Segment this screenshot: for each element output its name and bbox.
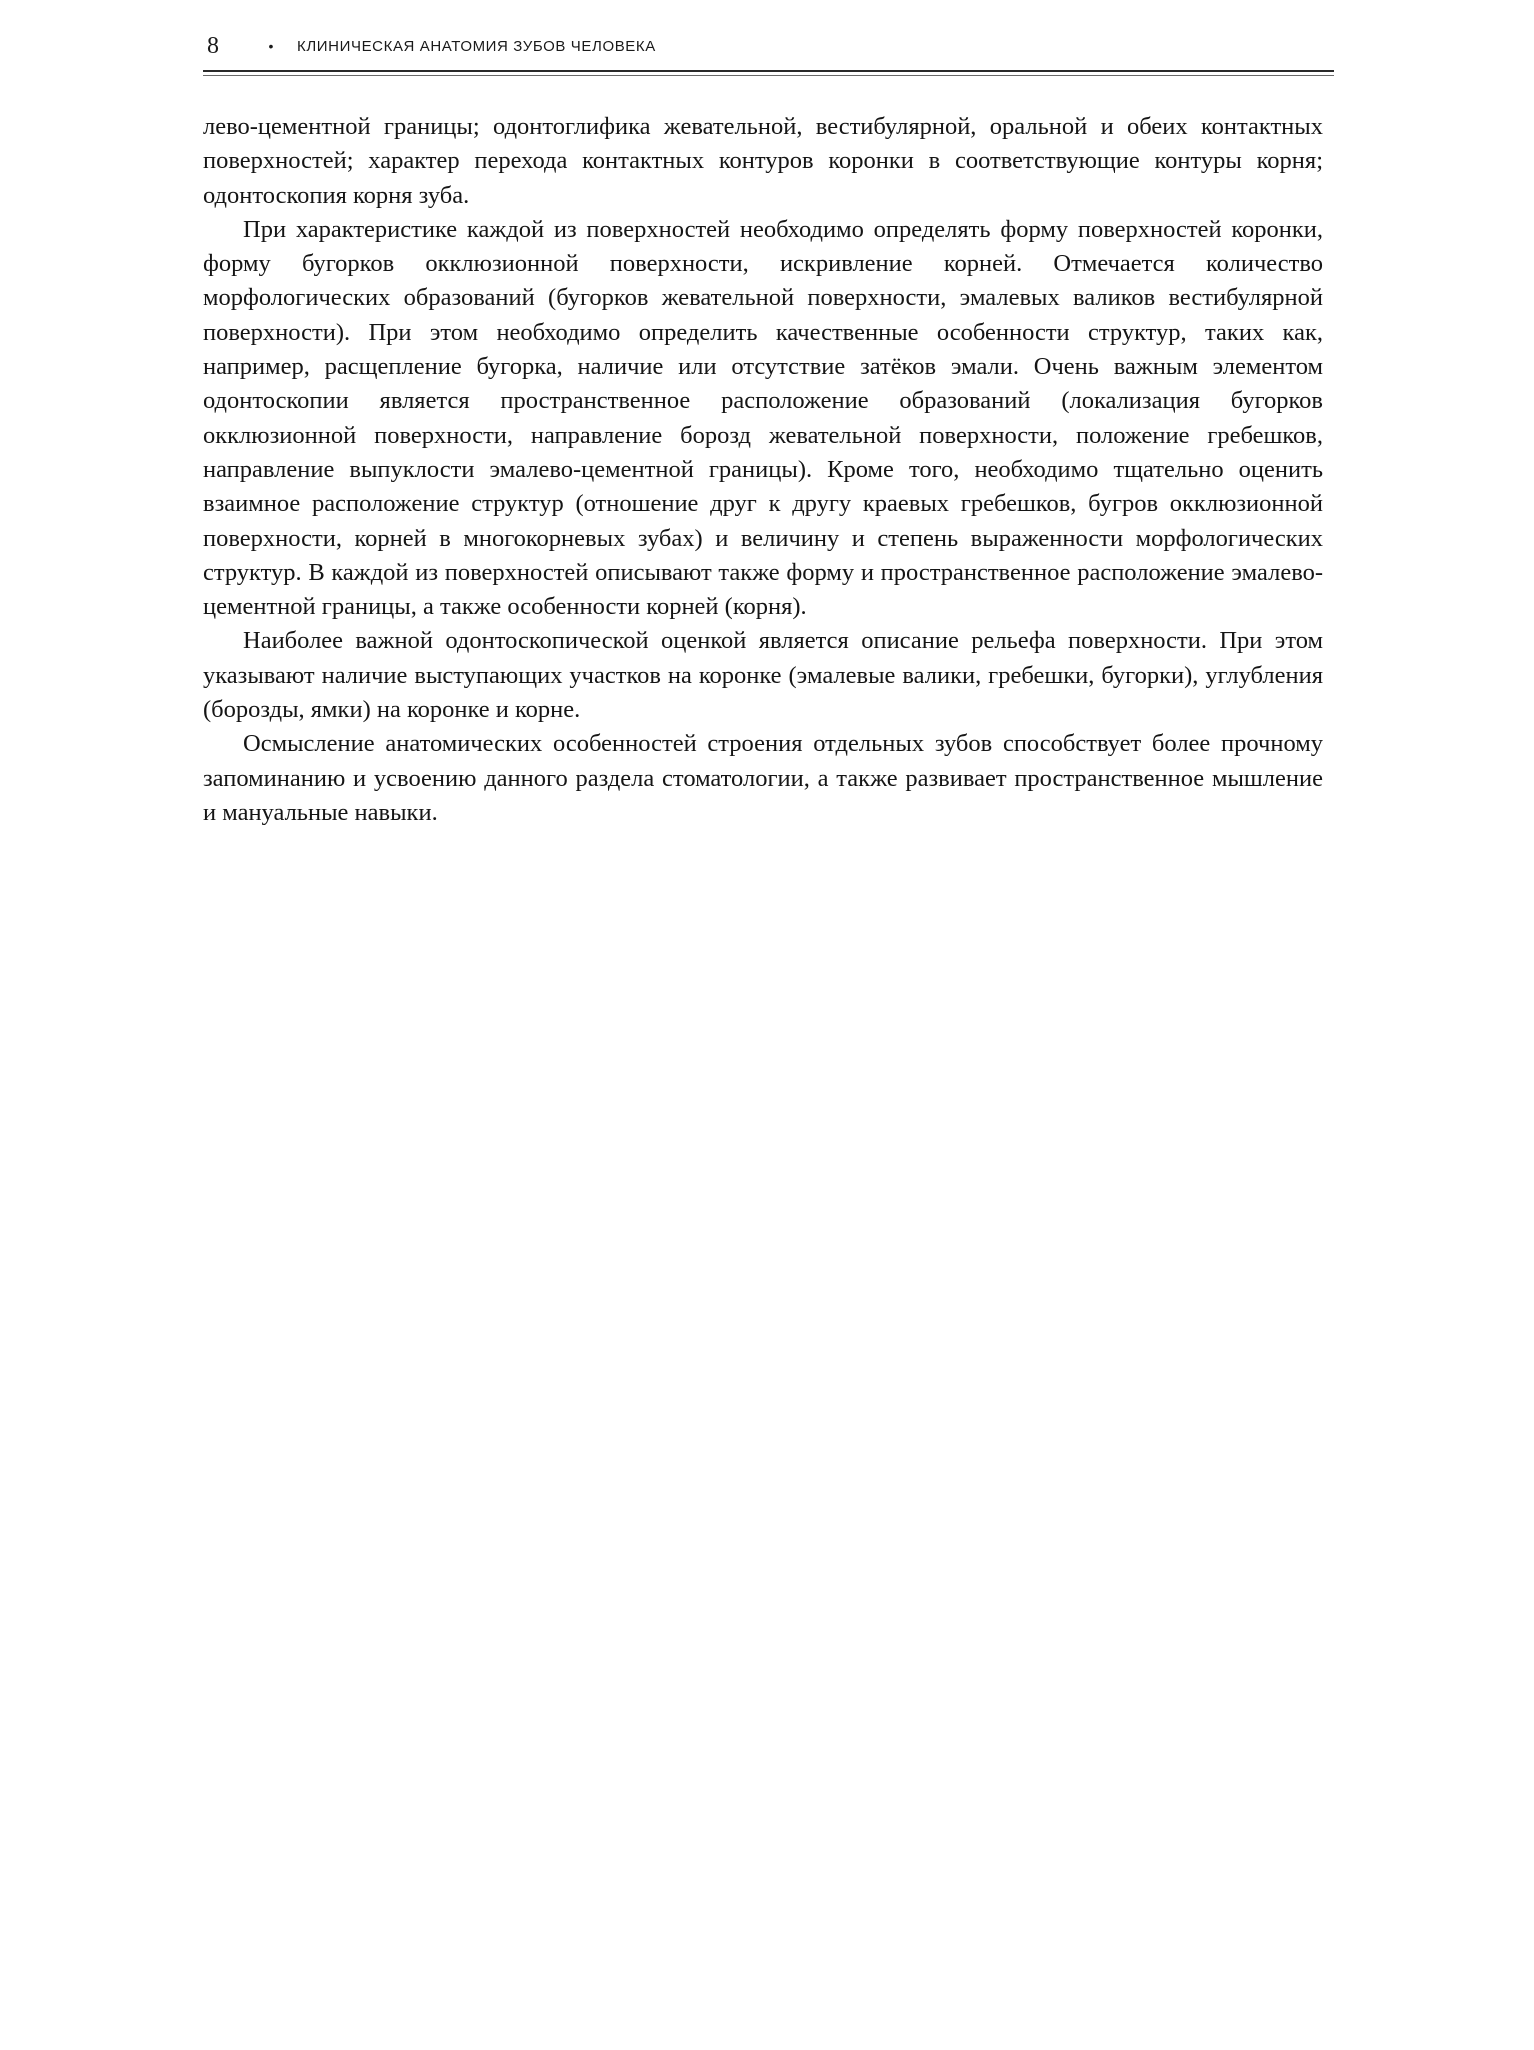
paragraph-continuation: лево-цементной границы; одонтоглифика жевательной, вестибулярной, оральной и обеих контактных поверхностей; характер перехода контактных контуров коронки в соответствующие контуры корня; одонтоскопия корня зуба. xyxy=(203,113,1323,209)
paragraph: При характеристике каждой из поверхностей необходимо определять форму поверхностей коронки, форму бугорков окклюзионной поверхности, искривление корней. Отмечается количество морфологических образований (бугорков жевательной поверхности, эмалевых валиков вестибулярной поверхности). При этом необходимо определить качественные особенности структур, таких как, например, расщепление бугорка, наличие или отсутствие затёков эмали. Очень важным элементом одонтоскопии является пространственное расположение образований (локализация бугорков окклюзионной поверхности, направление борозд жевательной поверхности, положение гребешков, направление выпуклости эмалево-цементной границы). Кроме того, необходимо тщательно оценить взаимное расположение структур (отношение друг к другу краевых гребешков, бугров окклюзионной поверхности, корней в многокорневых зубах) и величину и степень выраженности морфологических структур. В каждой из поверхностей описывают также форму и пространственное расположение эмалево-цементной границы, а также особенности корней (корня). xyxy=(203,215,1323,621)
running-title: КЛИНИЧЕСКАЯ АНАТОМИЯ ЗУБОВ ЧЕЛОВЕКА xyxy=(297,37,656,55)
paragraph: Наиболее важной одонтоскопической оценкой является описание рельефа поверхности. При этом указывают наличие выступающих участков на коронке (эмалевые валики, гребешки, бугорки), углубления (борозды, ямки) на коронке и корне. xyxy=(203,627,1323,724)
running-header xyxy=(207,26,1333,66)
header-rule xyxy=(203,70,1334,72)
body-text xyxy=(203,110,1323,830)
paragraph: Осмысление анатомических особенностей строения отдельных зубов способствует более прочному запоминанию и усвоению данного раздела стоматологии, а также развивает пространственное мышление и мануальные навыки. xyxy=(203,730,1323,826)
header-bullet: • xyxy=(268,38,274,54)
header-rule-thin xyxy=(203,75,1334,76)
page-number: 8 xyxy=(207,32,219,59)
